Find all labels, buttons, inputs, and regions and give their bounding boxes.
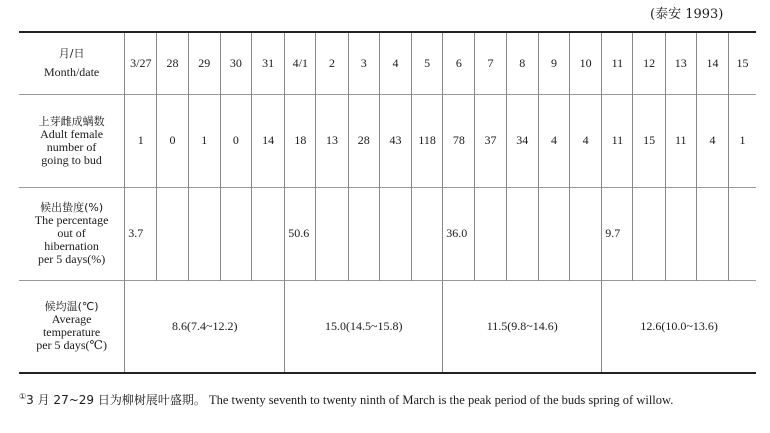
empty-cell (412, 187, 443, 280)
female-count-cell: 28 (348, 94, 379, 187)
temperature-label-en-line: per 5 days(℃) (36, 338, 107, 353)
temperature-row (19, 280, 756, 373)
female-count-cell: 78 (443, 94, 475, 187)
female-count-cell: 15 (633, 94, 665, 187)
hibernation-pct-cell: 50.6 (285, 187, 316, 280)
empty-cell (475, 187, 506, 280)
mite-data-table (19, 31, 756, 374)
footnote-text-zh: 3 月 27~29 日为柳树展叶盛期。 (26, 393, 206, 408)
temperature-label-zh: 候均温(℃) (44, 300, 99, 314)
header-label-en: Month/date (43, 65, 100, 80)
empty-cell (665, 187, 696, 280)
hibernation-label-en-line: out of (57, 226, 86, 240)
date-cell: 4 (379, 32, 411, 94)
female-count-cell: 14 (252, 94, 285, 187)
females-label-zh: 上芽雌成螨数 (38, 114, 105, 128)
hibernation-pct-cell: 36.0 (443, 187, 475, 280)
date-cell: 7 (475, 32, 506, 94)
empty-cell (316, 187, 348, 280)
date-cell: 8 (506, 32, 538, 94)
female-count-cell: 0 (220, 94, 251, 187)
footnote (19, 386, 764, 411)
hibernation-label-cell (19, 187, 125, 280)
empty-cell (729, 187, 756, 280)
empty-cell (570, 187, 602, 280)
females-label-en-line: going to bud (41, 152, 102, 167)
temperature-cell: 15.0(14.5~15.8) (285, 280, 443, 373)
date-cell: 14 (696, 32, 728, 94)
females-label-en-line: Adult female (40, 126, 104, 141)
empty-cell (633, 187, 665, 280)
date-cell: 9 (538, 32, 569, 94)
female-count-cell: 37 (475, 94, 506, 187)
female-count-cell: 1 (188, 94, 220, 187)
female-count-cell: 34 (506, 94, 538, 187)
header-label-zh: 月/日 (58, 47, 85, 61)
date-cell: 11 (602, 32, 633, 94)
hibernation-pct-cell: 3.7 (125, 187, 157, 280)
date-cell: 29 (188, 32, 220, 94)
female-count-cell: 0 (157, 94, 188, 187)
date-cell: 2 (316, 32, 348, 94)
date-cell: 10 (570, 32, 602, 94)
hibernation-label-en-line: hibernation (44, 239, 99, 253)
date-cell: 28 (157, 32, 188, 94)
date-cell: 12 (633, 32, 665, 94)
female-count-cell: 11 (665, 94, 696, 187)
empty-cell (188, 187, 220, 280)
hibernation-label-en-line: The percentage (34, 213, 109, 227)
date-cell: 6 (443, 32, 475, 94)
female-count-cell: 118 (412, 94, 443, 187)
date-cell: 4/1 (285, 32, 316, 94)
female-count-cell: 4 (538, 94, 569, 187)
hibernation-label-zh: 候出蛰度(%) (40, 201, 104, 214)
temperature-cell: 12.6(10.0~13.6) (602, 280, 756, 373)
female-count-cell: 11 (602, 94, 633, 187)
header-label-cell (19, 32, 125, 94)
female-count-cell: 18 (285, 94, 316, 187)
header-row (19, 32, 756, 94)
empty-cell (157, 187, 188, 280)
temperature-label-en-line: Average (51, 312, 92, 327)
hibernation-label-en-line: per 5 days(%) (37, 252, 106, 266)
temperature-label-en-line: temperature (42, 325, 101, 340)
females-label-en-line: number of (46, 139, 97, 154)
hibernation-row (19, 187, 756, 280)
female-count-cell: 4 (696, 94, 728, 187)
date-cell: 3/27 (125, 32, 157, 94)
temperature-cell: 8.6(7.4~12.2) (125, 280, 285, 373)
date-cell: 3 (348, 32, 379, 94)
empty-cell (696, 187, 728, 280)
empty-cell (506, 187, 538, 280)
female-count-cell: 4 (570, 94, 602, 187)
empty-cell (379, 187, 411, 280)
females-row (19, 94, 756, 187)
footnote-text-en: The twenty seventh to twenty ninth of March is the peak period of the buds spring of willow. (208, 393, 674, 408)
date-cell: 15 (729, 32, 756, 94)
empty-cell (348, 187, 379, 280)
females-label-cell (19, 94, 125, 187)
temperature-label-cell (19, 280, 125, 373)
footnote-marker: ① (19, 392, 27, 401)
female-count-cell: 43 (379, 94, 411, 187)
source-note: (泰安 1993) (650, 7, 724, 22)
hibernation-pct-cell: 9.7 (602, 187, 633, 280)
date-cell: 5 (412, 32, 443, 94)
female-count-cell: 13 (316, 94, 348, 187)
empty-cell (538, 187, 569, 280)
date-cell: 30 (220, 32, 251, 94)
date-cell: 31 (252, 32, 285, 94)
date-cell: 13 (665, 32, 696, 94)
temperature-cell: 11.5(9.8~14.6) (443, 280, 602, 373)
female-count-cell: 1 (125, 94, 157, 187)
empty-cell (252, 187, 285, 280)
female-count-cell: 1 (729, 94, 756, 187)
empty-cell (220, 187, 251, 280)
